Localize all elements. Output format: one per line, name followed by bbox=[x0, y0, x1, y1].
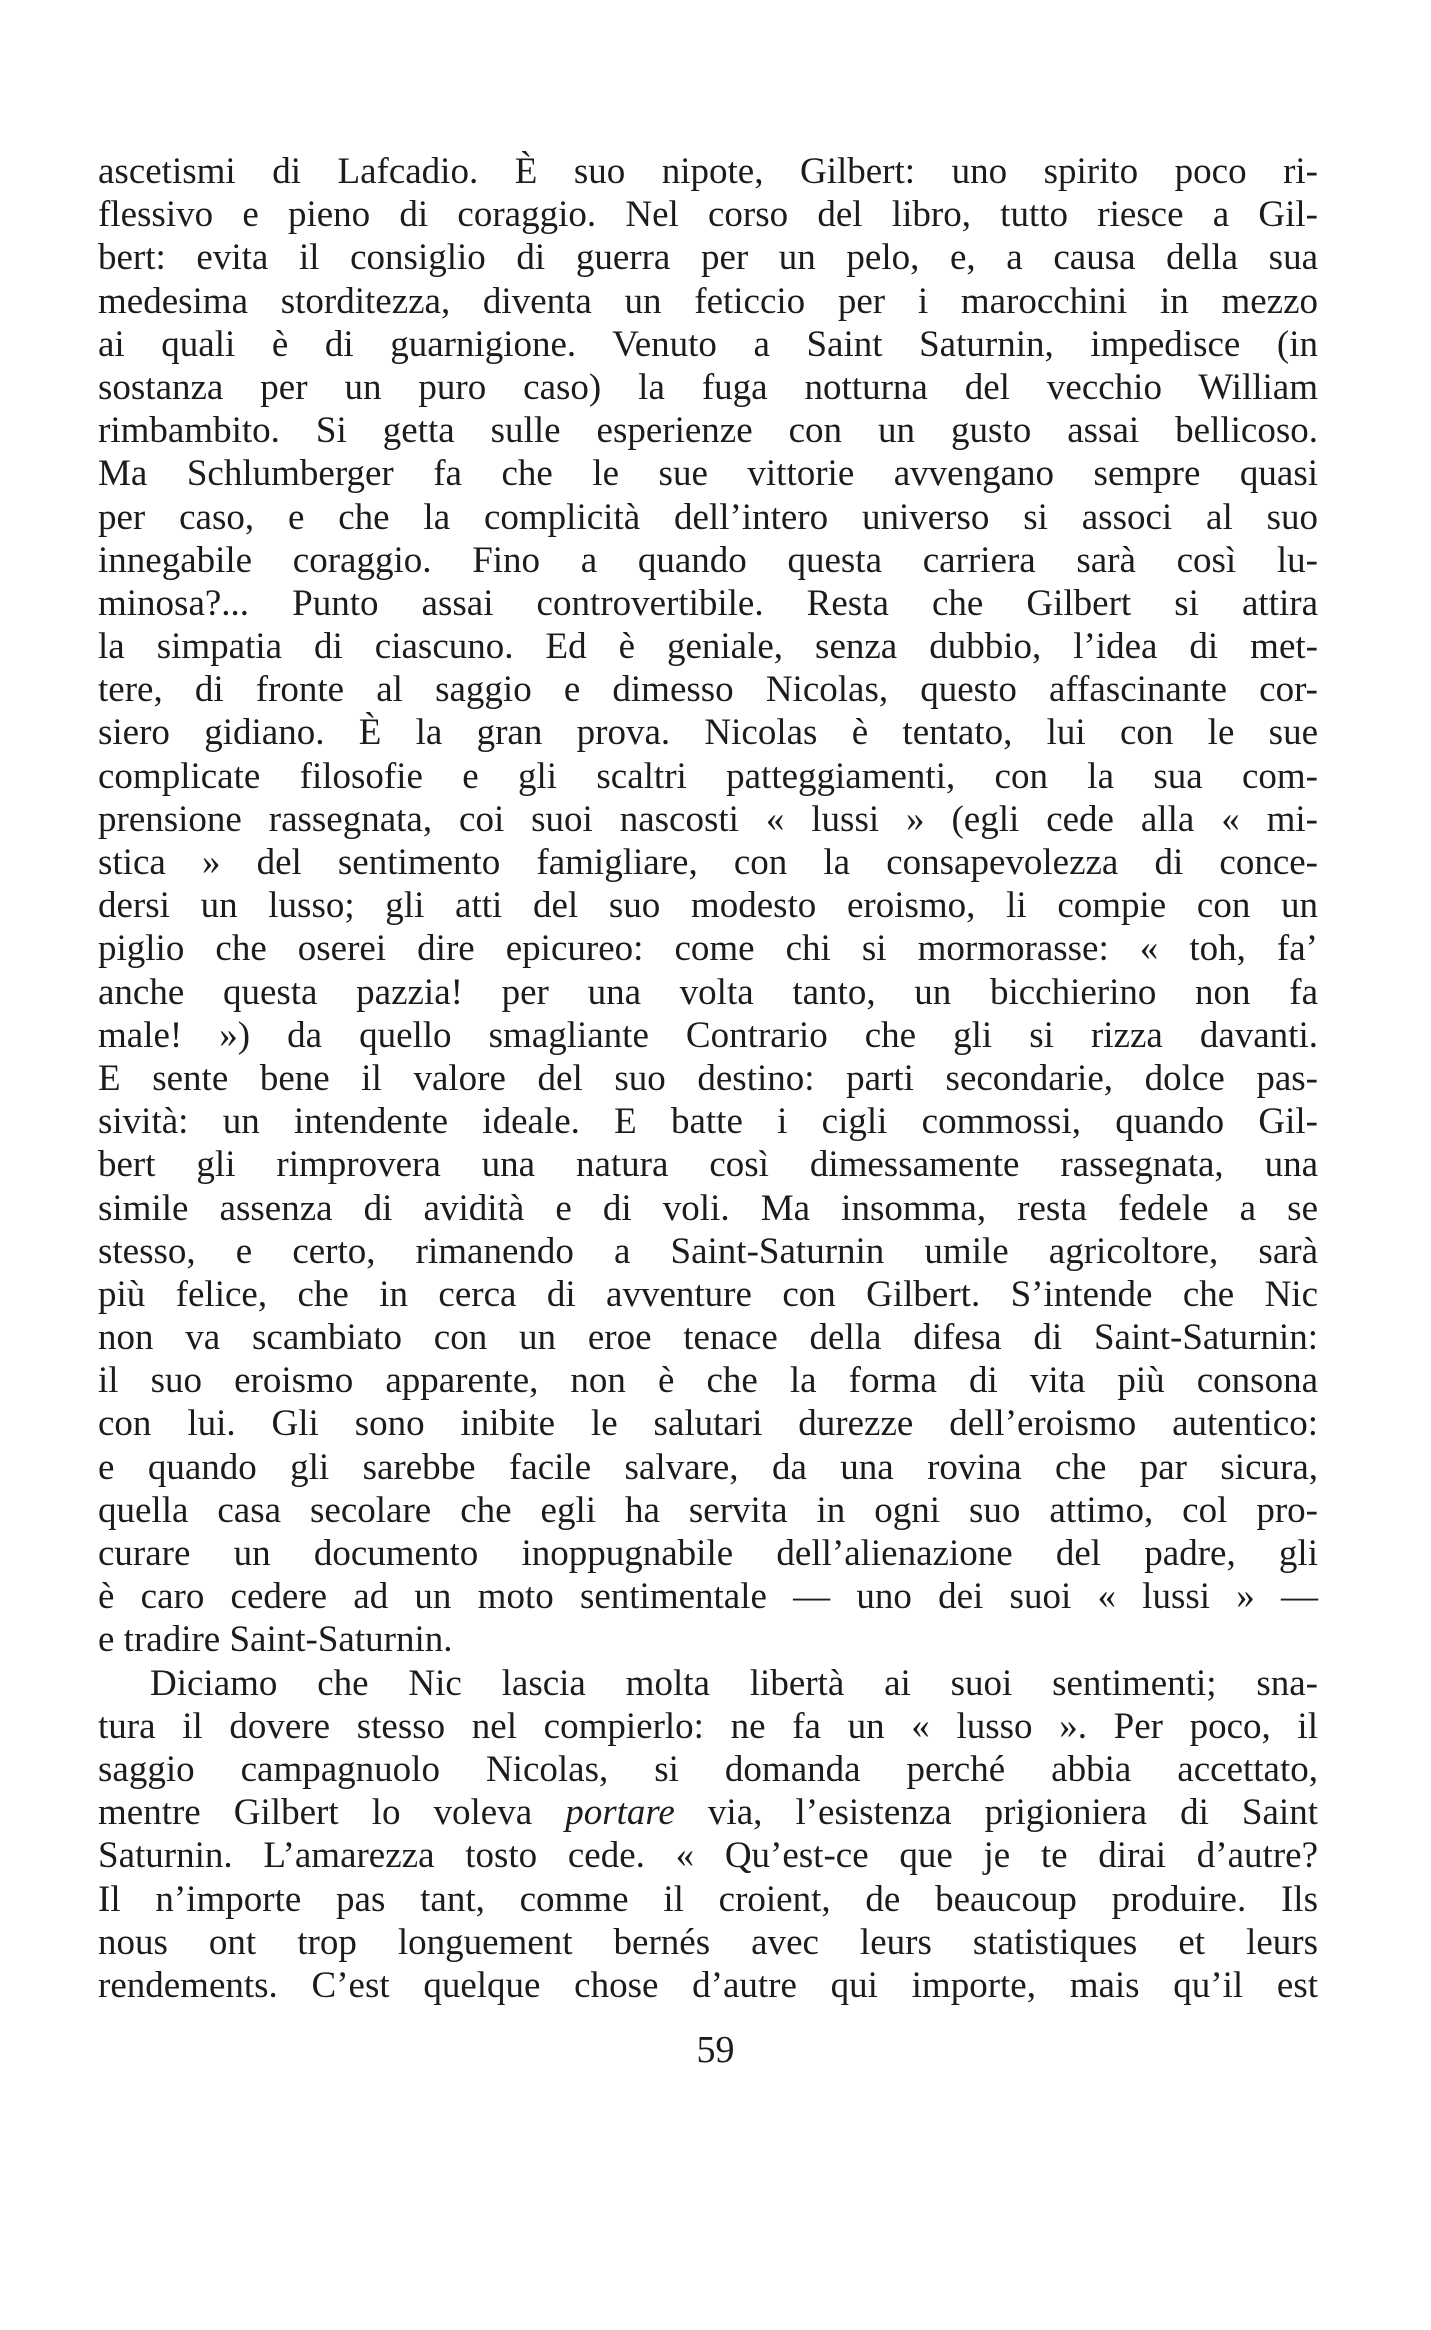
text-line: flessivo e pieno di coraggio. Nel corso del libro, tutto riesce a Gil- bbox=[98, 194, 1318, 236]
text-line: medesima storditezza, diventa un feticcio per i marocchini in mezzo bbox=[98, 280, 1318, 322]
text-line: stica » del sentimento famigliare, con la consapevolezza di conce- bbox=[98, 842, 1318, 883]
text-line: siero gidiano. È la gran prova. Nicolas è tentato, lui con le sue bbox=[98, 712, 1318, 754]
text-line: bert: evita il consiglio di guerra per un pelo, e, a causa della sua bbox=[98, 237, 1318, 279]
text-line: saggio campagnuolo Nicolas, si domanda perché abbia accettato, bbox=[98, 1748, 1318, 1790]
text-line: non va scambiato con un eroe tenace della difesa di Saint-Saturnin: bbox=[98, 1317, 1318, 1359]
text-line: dersi un lusso; gli atti del suo modesto eroismo, li compie con un bbox=[98, 885, 1318, 927]
text-line: la simpatia di ciascuno. Ed è geniale, senza dubbio, l’idea di met- bbox=[98, 626, 1318, 668]
text-line: sostanza per un puro caso) la fuga notturna del vecchio William bbox=[98, 366, 1318, 408]
text-line: il suo eroismo apparente, non è che la forma di vita più consona bbox=[98, 1360, 1318, 1402]
emphasized-word: portare bbox=[565, 1792, 675, 1834]
text-line: ai quali è di guarnigione. Venuto a Saint Saturnin, impedisce (in bbox=[98, 323, 1318, 365]
text-line: simile assenza di avidità e di voli. Ma insomma, resta fedele a se bbox=[98, 1187, 1318, 1229]
text-line: quella casa secolare che egli ha servita in ogni suo attimo, col pro- bbox=[98, 1489, 1318, 1531]
text-line: E sente bene il valore del suo destino: parti secondarie, dolce pas- bbox=[98, 1057, 1318, 1099]
text-line: minosa?... Punto assai controvertibile. Resta che Gilbert si attira bbox=[98, 582, 1318, 624]
page-number: 59 bbox=[696, 2029, 735, 2071]
text-line: e quando gli sarebbe facile salvare, da una rovina che par sicura, bbox=[98, 1446, 1318, 1488]
text-line: più felice, che in cerca di avventure con Gilbert. S’intende che Nic bbox=[98, 1273, 1318, 1315]
text-line: complicate filosofie e gli scaltri patteggiamenti, con la sua com- bbox=[98, 755, 1318, 797]
text-line: anche questa pazzia! per una volta tanto, un bicchierino non fa bbox=[98, 971, 1318, 1013]
text-line: curare un documento inoppugnabile dell’alienazione del padre, gli bbox=[98, 1533, 1318, 1574]
text-line: bert gli rimprovera una natura così dimessamente rassegnata, una bbox=[98, 1144, 1318, 1186]
text-line: nous ont trop longuement bernés avec leurs statistiques et leurs bbox=[98, 1921, 1318, 1963]
text-line: ascetismi di Lafcadio. È suo nipote, Gilbert: uno spirito poco ri- bbox=[98, 151, 1318, 192]
text-line: tere, di fronte al saggio e dimesso Nicolas, questo affascinante cor- bbox=[98, 669, 1318, 711]
text-line: rendements. C’est quelque chose d’autre qui importe, mais qu’il est bbox=[98, 1964, 1318, 2006]
text-line: male! ») da quello smagliante Contrario che gli si rizza davanti. bbox=[98, 1014, 1318, 1056]
body-text bbox=[98, 150, 1318, 2007]
text-line: Saturnin. L’amarezza tosto cede. « Qu’est-ce que je te dirai d’autre? bbox=[98, 1835, 1318, 1877]
text-line: Ma Schlumberger fa che le sue vittorie avvengano sempre quasi bbox=[98, 453, 1318, 495]
text-line: è caro cedere ad un moto sentimentale — uno dei suoi « lussi » — bbox=[98, 1576, 1318, 1618]
text-line: Diciamo che Nic lascia molta libertà ai suoi sentimenti; sna- bbox=[150, 1662, 1318, 1704]
text-segment: mentre Gilbert lo voleva bbox=[98, 1792, 566, 1834]
text-line: per caso, e che la complicità dell’intero universo si associ al suo bbox=[98, 496, 1318, 538]
text-line: sività: un intendente ideale. E batte i cigli commossi, quando Gil- bbox=[98, 1101, 1318, 1143]
text-line: e tradire Saint-Saturnin. bbox=[98, 1619, 453, 1661]
text-line: prensione rassegnata, coi suoi nascosti « lussi » (egli cede alla « mi- bbox=[98, 798, 1318, 840]
text-line: rimbambito. Si getta sulle esperienze con un gusto assai bellicoso. bbox=[98, 410, 1318, 452]
text-line: piglio che oserei dire epicureo: come chi si mormorasse: « toh, fa’ bbox=[98, 928, 1318, 970]
text-line bbox=[98, 1791, 1318, 1834]
text-line: stesso, e certo, rimanendo a Saint-Saturnin umile agricoltore, sarà bbox=[98, 1230, 1318, 1272]
text-line: tura il dovere stesso nel compierlo: ne fa un « lusso ». Per poco, il bbox=[98, 1705, 1318, 1747]
text-line: con lui. Gli sono inibite le salutari durezze dell’eroismo autentico: bbox=[98, 1403, 1318, 1445]
text-segment: via, l’esistenza prigioniera di Saint bbox=[674, 1792, 1318, 1834]
text-line: Il n’importe pas tant, comme il croient, de beaucoup produire. Ils bbox=[98, 1878, 1318, 1920]
text-line: innegabile coraggio. Fino a quando questa carriera sarà così lu- bbox=[98, 539, 1318, 581]
